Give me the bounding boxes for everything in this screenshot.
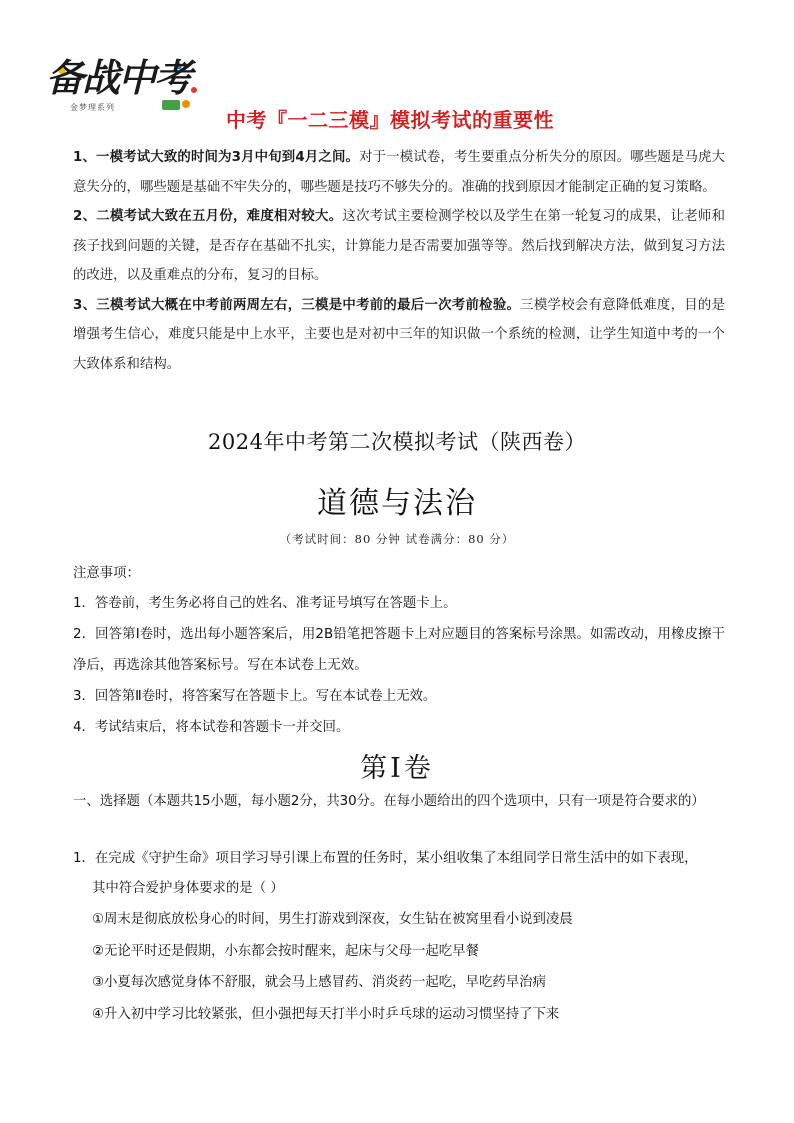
intro-item-bold: 2、二模考试大致在五月份，难度相对较大。 [73,209,343,224]
intro-item-bold: 1、一模考试大致的时间为3月中旬到4月之间。 [73,150,360,165]
intro-item-text: 三模学校会有意降低难度，目的是增强考生信心，难度只能是中上水平，主要也是对初中三年的知识做一个系统的检测，让学生知道中考的一个大致体系和结构。 [73,297,725,372]
exam-meta: （考试时间：80 分钟 试卷满分：80 分） [279,532,515,546]
intro-item-text: 这次考试主要检测学校以及学生在第一轮复习的成果，让老师和孩子找到问题的关键，是否存在基础不扎实，计算能力是否需要加强等等。然后找到解决方法，做到复习方法的改进，以及重难点的分布，复习的目标。 [73,209,725,283]
intro-item [73,202,725,291]
question-option: ①周末是彻底放松身心的时间，男生打游戏到深夜，女生钻在被窝里看小说到凌晨 [92,912,573,927]
section-text: 一、选择题（本题共15小题，每小题2分，共30分。在每小题给出的四个选项中，只有一项是符合要求的） [73,794,705,809]
note-item: 1．答卷前，考生务必将自己的姓名、准考证号填写在答题卡上。 [73,596,457,611]
question-option: ②无论平时还是假期，小东都会按时醒来，起床与父母一起吃早餐 [92,943,479,959]
logo-text: 备战中考 [46,56,191,100]
volume-heading: 第Ⅰ卷 [360,753,434,784]
exam-title: 2024年中考第二次模拟考试（陕西卷） [208,430,586,454]
notes-heading: 注意事项： [73,566,140,581]
question-option: ④升入初中学习比较紧张，但小强把每天打半小时乒乓球的运动习惯坚持了下来 [92,1006,560,1022]
note-item: 4．考试结束后，将本试卷和答题卡一并交回。 [73,720,350,735]
question-1 [73,844,725,1030]
intro-section [73,143,725,379]
intro-item-bold: 3、三模考试大概在中考前两周左右，三模是中考前的最后一次考前检验。 [73,297,521,313]
question-stem-cont: 其中符合爱护身体要求的是（ ） [92,881,284,896]
question-option: ③小夏每次感觉身体不舒服，就会马上感冒药、消炎药一起吃，早吃药早治病 [92,975,546,990]
intro-item [73,143,725,202]
note-item: 2．回答第Ⅰ卷时，选出每小题答案后，用2B铅笔把答题卡上对应题目的答案标号涂黑。如需改动，用橡皮擦干净后，再选涂其他答案标号。写在本试卷上无效。 [73,627,725,673]
intro-title: 中考『一二三模』模拟考试的重要性 [226,108,554,132]
intro-item [73,291,725,380]
question-stem: 1．在完成《守护生命》项目学习导引课上布置的任务时，某小组收集了本组同学日常生活中的如下表现， [73,851,698,866]
logo-subtext: 金梦理系列 [70,103,115,112]
section-instructions [73,788,725,815]
brand-logo [44,56,204,126]
intro-item-text: 对于一模试卷，考生要重点分析失分的原因。哪些题是马虎大意失分的，哪些题是基础不牢失分的，哪些题是技巧不够失分的。准确的找到原因才能制定正确的复习策略。 [73,150,725,195]
notes-section [73,560,725,743]
exam-subject: 道德与法治 [317,486,477,521]
note-item: 3．回答第Ⅱ卷时，将答案写在答题卡上。写在本试卷上无效。 [73,689,437,704]
